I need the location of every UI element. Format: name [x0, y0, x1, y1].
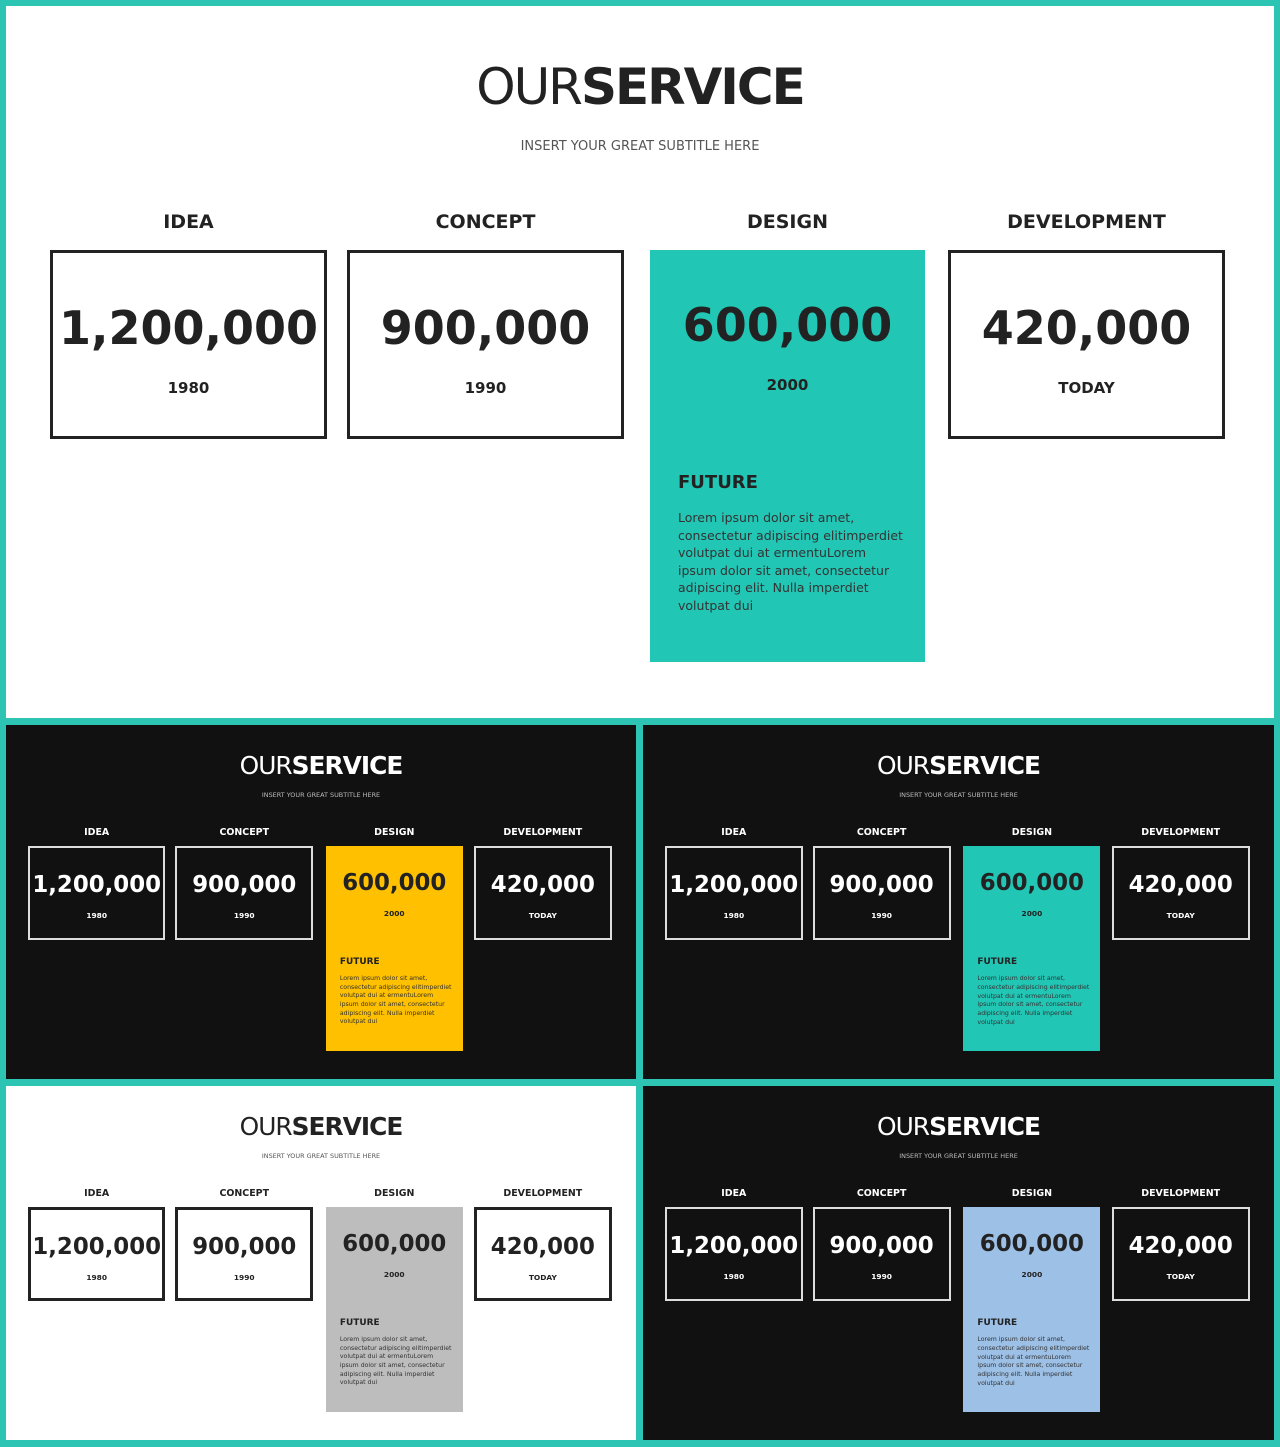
future-heading: FUTURE — [339, 956, 380, 967]
stat-card-development — [1112, 846, 1250, 940]
title-bold-word: SERVICE — [929, 750, 1040, 780]
column-heading-concept: CONCEPT — [856, 827, 907, 838]
stat-value: 420,000 — [490, 872, 595, 899]
title-bold-word: SERVICE — [580, 58, 804, 116]
column-heading-idea: IDEA — [84, 1187, 110, 1199]
stat-value: 600,000 — [342, 1231, 447, 1258]
slide-2 — [6, 725, 636, 1079]
column-heading-development: DEVELOPMENT — [1141, 827, 1221, 838]
stat-card-idea — [665, 846, 803, 940]
column-heading-idea: IDEA — [721, 1188, 747, 1199]
title-bold-word: SERVICE — [291, 750, 403, 780]
future-description: Lorem ipsum dolor sit amet, consectetur adipiscing elitimperdiet volutpat dui at ermentuLorem ipsum dolor sit amet, consectetur adipiscing elit. Nulla imperdiet volutpat dui — [678, 510, 903, 613]
stat-card-development — [948, 250, 1225, 439]
slide-title — [6, 1112, 636, 1141]
stat-value: 900,000 — [192, 1234, 297, 1261]
stat-value: 900,000 — [829, 872, 934, 899]
stat-value: 600,000 — [979, 870, 1084, 897]
stat-year: 1980 — [723, 911, 745, 921]
stat-value: 1,200,000 — [32, 872, 161, 899]
stat-value: 900,000 — [192, 872, 297, 899]
slide-subtitle: INSERT YOUR GREAT SUBTITLE HERE — [899, 791, 1018, 800]
slide-subtitle: INSERT YOUR GREAT SUBTITLE HERE — [261, 791, 381, 800]
stat-card-design — [963, 846, 1100, 1051]
stat-card-concept — [813, 846, 951, 940]
stat-year: TODAY — [1058, 379, 1115, 397]
stat-year: 2000 — [1021, 1270, 1043, 1280]
title-light-word: OUR — [239, 1111, 292, 1141]
stat-card-design — [963, 1207, 1100, 1412]
column-heading-development: DEVELOPMENT — [1141, 1188, 1221, 1199]
stat-card-idea — [28, 1207, 166, 1301]
stat-year: TODAY — [528, 910, 557, 920]
slide-3 — [643, 725, 1274, 1079]
slide-1 — [6, 6, 1274, 718]
stat-card-concept — [347, 250, 624, 439]
stat-card-design — [650, 250, 925, 662]
stat-card-concept — [813, 1207, 951, 1301]
stat-card-development — [474, 846, 612, 940]
stat-card-development — [1112, 1207, 1250, 1301]
stat-card-idea — [50, 250, 327, 439]
stat-card-concept — [175, 846, 313, 940]
future-description: Lorem ipsum dolor sit amet, consectetur adipiscing elitimperdiet volutpat dui at ermentuLorem ipsum dolor sit amet, consectetur adipiscing elit. Nulla imperdiet volutpat dui — [977, 1336, 1090, 1387]
title-light-word: OUR — [877, 1111, 930, 1141]
stat-year: 2000 — [766, 376, 809, 394]
stat-value: 420,000 — [1128, 872, 1233, 899]
column-heading-design: DESIGN — [374, 1187, 415, 1199]
stat-card-development — [474, 1207, 612, 1301]
stat-year: TODAY — [528, 1272, 557, 1282]
stat-value: 1,200,000 — [59, 301, 318, 355]
future-description: Lorem ipsum dolor sit amet, consectetur adipiscing elitimperdiet volutpat dui at ermentuLorem ipsum dolor sit amet, consectetur adipiscing elit. Nulla imperdiet volutpat dui — [339, 1335, 452, 1387]
stat-year: 1990 — [871, 1272, 892, 1282]
column-heading-design: DESIGN — [746, 211, 828, 233]
stat-value: 420,000 — [1128, 1233, 1233, 1260]
slide-title — [6, 58, 1274, 116]
stat-card-idea — [665, 1207, 803, 1301]
column-heading-development: DEVELOPMENT — [503, 826, 583, 838]
stat-value: 900,000 — [829, 1233, 934, 1260]
slide-subtitle: INSERT YOUR GREAT SUBTITLE HERE — [899, 1152, 1018, 1161]
stat-value: 900,000 — [380, 301, 591, 355]
slide-title — [6, 751, 636, 780]
stat-value: 420,000 — [981, 301, 1192, 355]
title-light-word: OUR — [877, 750, 930, 780]
stat-value: 1,200,000 — [669, 1233, 799, 1260]
future-heading: FUTURE — [977, 1317, 1018, 1328]
column-heading-idea: IDEA — [721, 827, 747, 838]
column-heading-design: DESIGN — [374, 826, 415, 838]
stat-year: 1990 — [233, 1272, 255, 1282]
slide-title — [643, 1112, 1274, 1141]
slide-subtitle: INSERT YOUR GREAT SUBTITLE HERE — [261, 1152, 381, 1161]
stat-value: 1,200,000 — [32, 1234, 161, 1261]
title-light-word: OUR — [476, 58, 581, 116]
stat-year: 1980 — [167, 379, 210, 397]
column-heading-idea: IDEA — [163, 211, 214, 233]
stat-year: 1980 — [86, 910, 108, 920]
stat-year: 1980 — [86, 1272, 108, 1282]
column-heading-development: DEVELOPMENT — [503, 1187, 583, 1199]
future-heading: FUTURE — [977, 956, 1018, 967]
stat-year: 2000 — [383, 908, 405, 918]
column-heading-concept: CONCEPT — [856, 1188, 907, 1199]
stat-year: 2000 — [383, 1269, 405, 1279]
future-description: Lorem ipsum dolor sit amet, consectetur adipiscing elitimperdiet volutpat dui at ermentuLorem ipsum dolor sit amet, consectetur adipiscing elit. Nulla imperdiet volutpat dui — [977, 975, 1090, 1026]
stat-year: 1990 — [464, 379, 507, 397]
future-description: Lorem ipsum dolor sit amet, consectetur adipiscing elitimperdiet volutpat dui at ermentuLorem ipsum dolor sit amet, consectetur adipiscing elit. Nulla imperdiet volutpat dui — [339, 974, 452, 1026]
stat-year: 2000 — [1021, 909, 1043, 919]
slide-4 — [6, 1086, 636, 1440]
column-heading-idea: IDEA — [84, 826, 110, 838]
stat-value: 420,000 — [490, 1234, 595, 1261]
stat-value: 1,200,000 — [669, 872, 799, 899]
slide-5 — [643, 1086, 1274, 1440]
stat-year: 1990 — [871, 911, 892, 921]
stat-value: 600,000 — [342, 870, 447, 897]
column-heading-concept: CONCEPT — [219, 1187, 270, 1199]
slide-title — [643, 751, 1274, 780]
column-heading-concept: CONCEPT — [219, 826, 270, 838]
stat-card-idea — [28, 846, 166, 940]
future-heading: FUTURE — [678, 472, 758, 493]
stat-year: 1990 — [233, 910, 255, 920]
future-heading: FUTURE — [339, 1317, 380, 1328]
title-bold-word: SERVICE — [929, 1111, 1040, 1141]
stat-card-concept — [175, 1207, 313, 1301]
stat-value: 600,000 — [979, 1231, 1084, 1258]
title-light-word: OUR — [239, 750, 292, 780]
column-heading-concept: CONCEPT — [435, 211, 536, 233]
stat-year: TODAY — [1166, 1272, 1195, 1282]
stat-card-design — [326, 1207, 463, 1412]
title-bold-word: SERVICE — [291, 1111, 403, 1141]
stat-value: 600,000 — [682, 298, 893, 352]
stat-year: TODAY — [1166, 911, 1195, 921]
stat-year: 1980 — [723, 1272, 745, 1282]
column-heading-development: DEVELOPMENT — [1007, 211, 1166, 233]
column-heading-design: DESIGN — [1011, 1188, 1052, 1199]
slide-subtitle: INSERT YOUR GREAT SUBTITLE HERE — [520, 139, 760, 154]
column-heading-design: DESIGN — [1011, 827, 1052, 838]
stat-card-design — [326, 846, 463, 1051]
